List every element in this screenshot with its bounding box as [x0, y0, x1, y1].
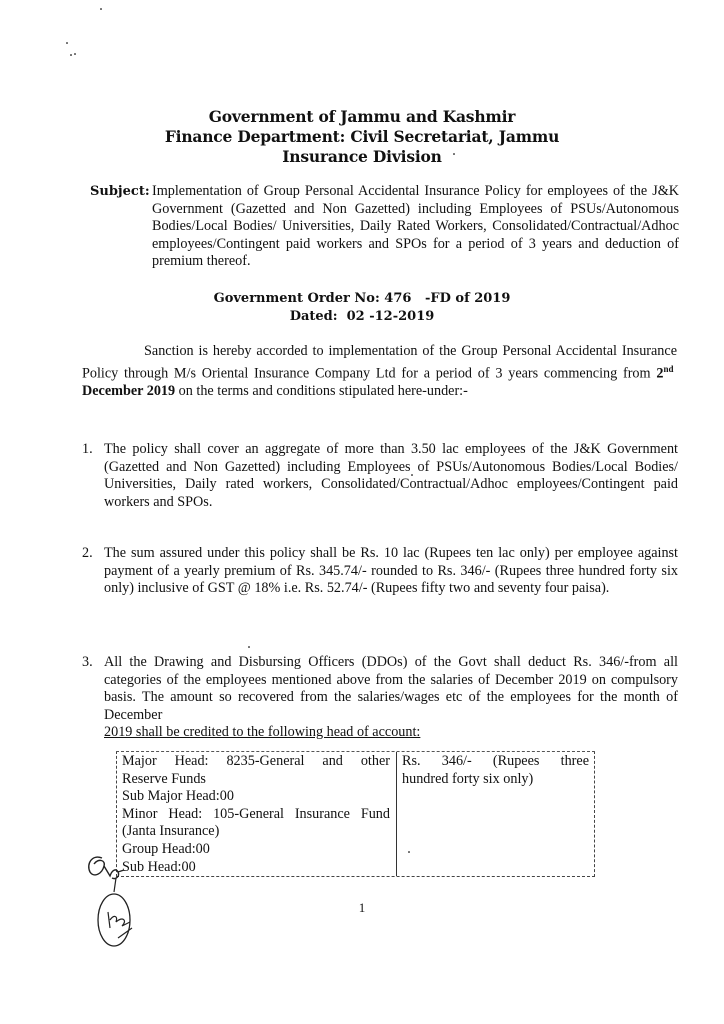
sanction-day-suffix: nd — [663, 363, 674, 374]
list-item-last-line: 2019 shall be credited to the following head of account: — [104, 724, 421, 741]
sanction-paragraph — [82, 343, 677, 401]
signature-connector-stroke — [114, 878, 116, 892]
list-item-text: The policy shall cover an aggregate of more than 3.50 lac employees of the J&K Government (Gazetted and Non Gazetted) including Employees of PSUs/Autonomous Bodies/Local Bodies/ Universities, Daily rated workers, Consolidated/Contractual/Adhoc employees/Contingent paid workers and SPOs. — [104, 441, 678, 510]
list-item-number: 3. — [82, 654, 93, 670]
major-head-continuation: Reserve Funds — [122, 770, 206, 787]
major-head-line: Major Head: 8235-General and other — [122, 753, 390, 769]
group-head: Group Head:00 — [122, 840, 210, 857]
subject-text: Implementation of Group Personal Accidental Insurance Policy for employees of the J&K Government (Gazetted and Non Gazetted) including Employees of PSUs/Autonomous Bodies/Local Bodies/ Universities, Daily Rated Workers, Consolidated/Contractual/Adhoc employees/Contingent paid workers and SPOs for a period of 3 years and deduction of premium thereof. — [152, 183, 679, 270]
amount-continuation: hundred forty six only) — [402, 770, 534, 787]
sub-major-head: Sub Major Head:00 — [122, 788, 234, 805]
list-item-text: All the Drawing and Disbursing Officers (DDOs) of the Govt shall deduct Rs. 346/-from all categories of the employees mentioned above from the salaries of December 2019 on compulsory basis. The amount so recovered from the salaries/wages etc of the employees for the month of December — [104, 654, 678, 723]
list-item-text: The sum assured under this policy shall be Rs. 10 lac (Rupees ten lac only) per employee against payment of a yearly premium of Rs. 345.74/- rounded to Rs. 346/- (Rupees three hundred forty six only) inclusive of GST @ 18% i.e. Rs. 52.74/- (Rupees fifty two and seventy four paisa). — [104, 545, 678, 597]
sub-head: Sub Head:00 — [122, 858, 196, 875]
page-number: 1 — [358, 900, 366, 915]
header-government: Government of Jammu and Kashmir — [208, 107, 516, 126]
minor-head-continuation: (Janta Insurance) — [122, 823, 220, 840]
sanction-month-year: December 2019 — [82, 382, 176, 399]
sanction-day: 2 — [656, 365, 664, 382]
amount-line: Rs. 346/- (Rupees three — [402, 753, 589, 769]
signature-initials-stroke — [89, 857, 124, 878]
subject-label: Subject: — [90, 184, 150, 199]
list-item — [82, 654, 678, 742]
order-number: Government Order No: 476 -FD of 2019 — [213, 291, 511, 306]
list-item-number: 1. — [82, 441, 93, 457]
table-column-divider — [396, 752, 397, 876]
head-of-account-table — [116, 751, 595, 877]
list-item-number: 2. — [82, 545, 93, 561]
list-item — [82, 441, 678, 511]
sanction-text-after: on the terms and conditions stipulated here-under:- — [175, 382, 468, 399]
sanction-text-before: Sanction is hereby accorded to implementation of the Group Personal Accidental Insurance Policy through M/s Oriental Insurance Company Ltd for a period of 3 years commencing from — [82, 343, 677, 382]
amount-cell — [402, 753, 589, 788]
order-date: Dated: 02 -12-2019 — [289, 309, 435, 324]
list-item — [82, 545, 678, 598]
header-department: Finance Department: Civil Secretariat, Jammu — [164, 127, 560, 146]
minor-head-line: Minor Head: 105-General Insurance Fund — [122, 805, 390, 822]
header-division: Insurance Division — [282, 147, 442, 166]
account-head-cell — [122, 753, 390, 876]
